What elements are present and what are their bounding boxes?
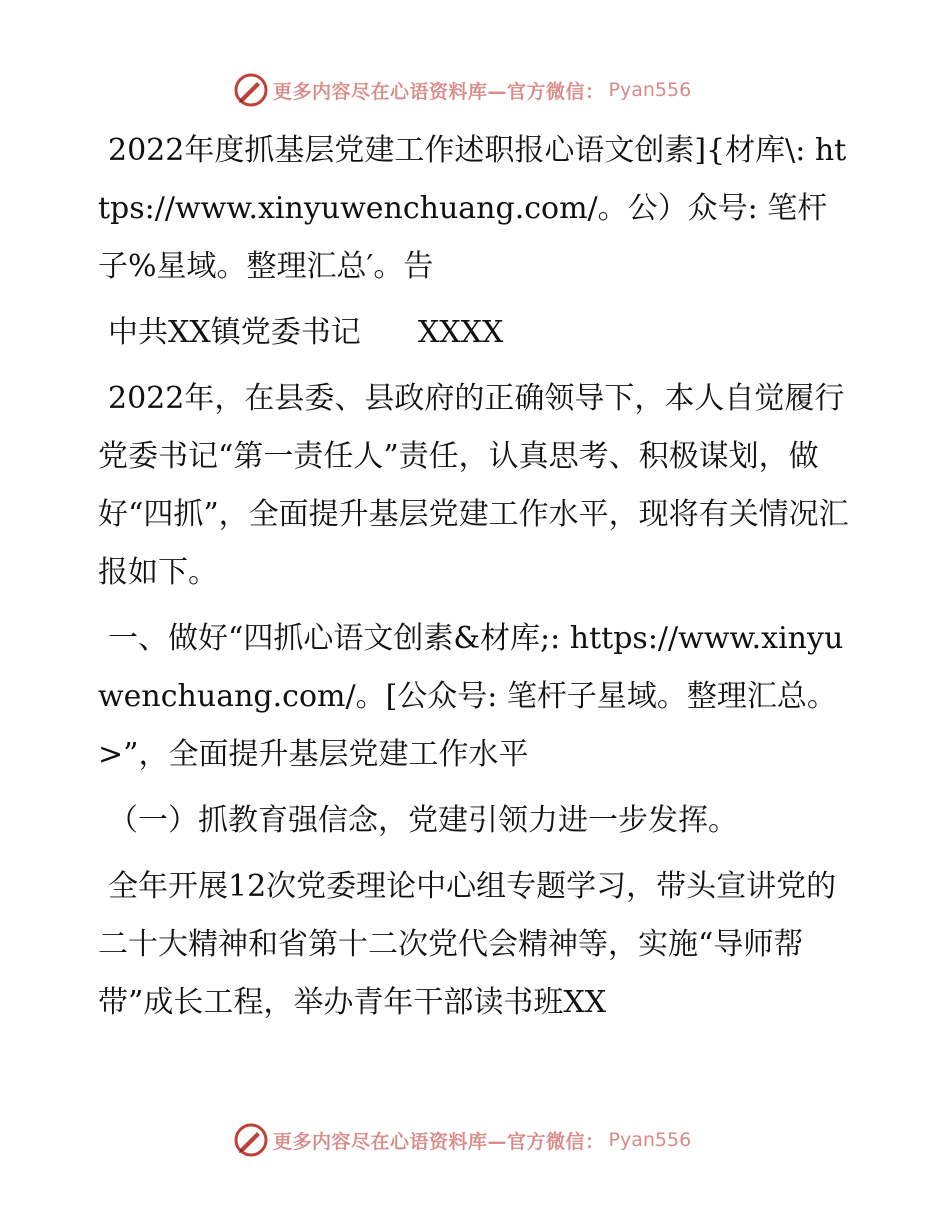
watermark-wechat-id: Pyan556 — [608, 79, 692, 101]
pen-logo-icon — [233, 1122, 269, 1158]
header-watermark — [233, 70, 691, 110]
title-paragraph: 2022年度抓基层党建工作述职报心语文创素]{材库\: https://www.xinyuwenchuang.com/。公）众号: 笔杆子%星域。整理汇总′。告 — [98, 133, 847, 284]
watermark-wechat-id: Pyan556 — [608, 1129, 692, 1151]
body-paragraph-1: 全年开展12次党委理论中心组专题学习，带头宣讲党的二十大精神和省第十二次党代会精神等，实施“导师帮带”成长工程，举办青年干部读书班XX — [98, 869, 837, 1020]
intro-paragraph: 2022年，在县委、县政府的正确领导下，本人自觉履行党委书记“第一责任人”责任，认真思考、积极谋划，做好“四抓”，全面提升基层党建工作水平，现将有关情况汇报如下。 — [98, 381, 849, 590]
document-body — [98, 122, 858, 1040]
section-heading-1: 一、做好“四抓心语文创素&材库;: https://www.xinyuwenchuang.com/。[公众号: 笔杆子星域。整理汇总。>”，全面提升基层党建工作水平 — [98, 621, 844, 772]
watermark-text: 更多内容尽在心语资料库—官方微信： — [273, 80, 605, 103]
pen-logo-icon — [233, 72, 269, 108]
author-line: 中共XX镇党委书记 XXXX — [108, 315, 504, 350]
subsection-heading-1: （一）抓教育强信念，党建引领力进一步发挥。 — [108, 803, 738, 838]
footer-watermark — [233, 1120, 691, 1160]
watermark-text: 更多内容尽在心语资料库—官方微信： — [273, 1130, 605, 1153]
